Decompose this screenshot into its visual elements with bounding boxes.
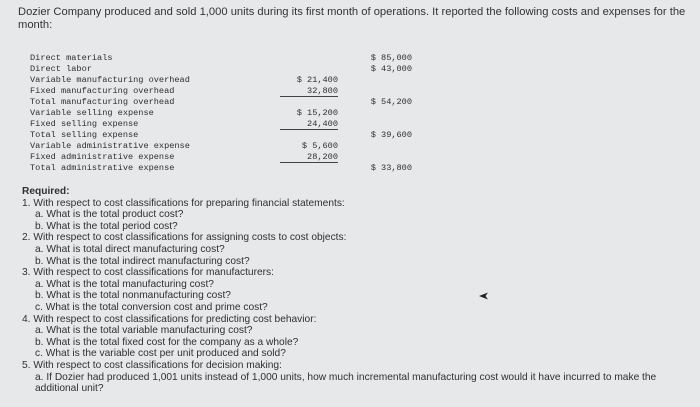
required-section: [22, 186, 682, 395]
table-row: [30, 141, 430, 152]
sub-question: c. What is the total conversion cost and prime cost?: [35, 301, 268, 313]
sub-question: b. What is the total fixed cost for the company as a whole?: [35, 336, 299, 348]
row-label: Direct materials: [30, 53, 113, 63]
row-label: Variable selling expense: [30, 108, 154, 118]
sub-question: b. What is the total period cost?: [35, 220, 178, 232]
sub-question: a. What is the total variable manufacturing cost?: [35, 325, 253, 337]
row-subtotal-value: 32,800: [280, 86, 338, 97]
row-label: Variable manufacturing overhead: [30, 75, 190, 85]
table-row: [30, 97, 430, 108]
intro-paragraph: Dozier Company produced and sold 1,000 units during its first month of operations. It reported the following costs and expenses for the month:: [18, 6, 686, 31]
table-row: [30, 108, 430, 119]
table-row: [30, 75, 430, 86]
row-subtotal-value: 28,200: [280, 152, 338, 163]
question-text: 3. With respect to cost classifications for manufacturers:: [22, 267, 274, 279]
row-subtotal-value: $ 21,400: [296, 75, 338, 85]
row-label: Fixed administrative expense: [30, 152, 175, 162]
row-total-value: $ 85,000: [370, 53, 412, 63]
arrow-cursor-icon: [479, 292, 489, 300]
row-label: Total manufacturing overhead: [30, 97, 175, 107]
table-row: [30, 130, 430, 141]
row-label: Direct labor: [30, 64, 92, 74]
table-row: [30, 64, 430, 75]
row-total-value: $ 39,600: [370, 130, 412, 140]
row-subtotal-value: $ 15,200: [296, 108, 338, 118]
row-subtotal-value: $ 5,600: [301, 141, 338, 151]
sub-question: b. What is the total nonmanufacturing cost?: [35, 290, 231, 302]
row-label: Variable administrative expense: [30, 141, 190, 151]
sub-question: a. If Dozier had produced 1,001 units instead of 1,000 units, how much incremental manufacturing cost would it have incurred to make the additional unit?: [35, 371, 657, 395]
row-total-value: $ 54,200: [370, 97, 412, 107]
sub-question: a. What is total direct manufacturing cost?: [35, 243, 225, 255]
sub-question: a. What is the total manufacturing cost?: [35, 278, 214, 290]
question-text: 4. With respect to cost classifications for predicting cost behavior:: [22, 313, 317, 325]
required-heading: Required:: [22, 186, 70, 197]
sub-question: a. What is the total product cost?: [35, 209, 184, 221]
question-text: 5. With respect to cost classifications for decision making:: [22, 359, 282, 371]
row-total-value: $ 33,800: [370, 163, 412, 173]
question-item: [22, 360, 682, 395]
row-label: Total selling expense: [30, 130, 139, 140]
row-subtotal-value: 24,400: [280, 119, 338, 130]
question-text: 1. With respect to cost classifications for preparing financial statements:: [22, 197, 345, 209]
table-row: [30, 119, 430, 130]
table-row: [30, 163, 430, 174]
question-text: 2. With respect to cost classifications for assigning costs to cost objects:: [22, 232, 347, 244]
row-label: Fixed selling expense: [30, 119, 139, 129]
table-row: [30, 53, 430, 64]
table-row: [30, 86, 430, 97]
cost-table: [30, 53, 430, 175]
question-item: [22, 198, 682, 233]
question-item: [22, 314, 682, 360]
sub-question: c. What is the variable cost per unit produced and sold?: [35, 348, 286, 360]
row-total-value: $ 43,000: [370, 64, 412, 74]
row-label: Fixed manufacturing overhead: [30, 86, 175, 96]
sub-question: b. What is the total indirect manufacturing cost?: [35, 255, 250, 267]
question-item: [22, 267, 682, 313]
question-item: [22, 232, 682, 267]
table-row: [30, 152, 430, 163]
row-label: Total administrative expense: [30, 163, 175, 173]
